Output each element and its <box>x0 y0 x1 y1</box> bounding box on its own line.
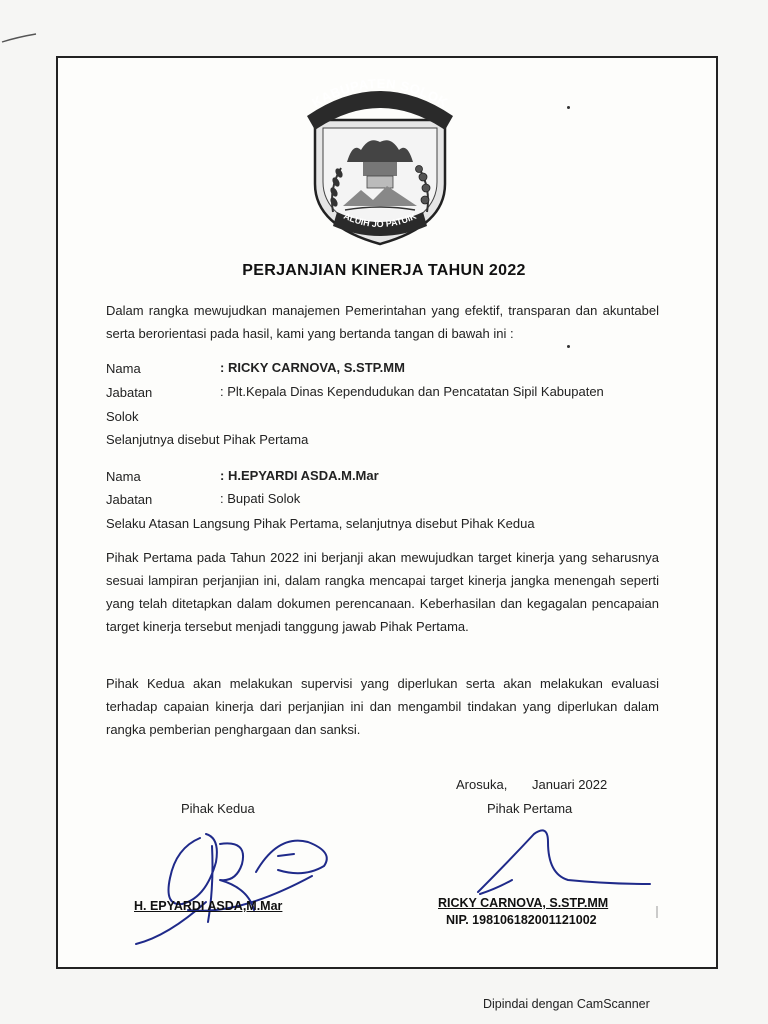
party1-position-cont: Solok <box>106 409 139 424</box>
intro-paragraph: Dalam rangka mewujudkan manajemen Pemerintahan yang efektif, transparan dan akuntabel serta berorientasi pada hasil, kami yang bertanda tangan di bawah ini : <box>106 303 659 341</box>
party2-designation: Selaku Atasan Langsung Pihak Pertama, selanjutnya disebut Pihak Kedua <box>106 516 535 531</box>
signing-place: Arosuka, <box>456 777 508 792</box>
pihak-pertama-nip: NIP. 198106182001121002 <box>446 913 597 927</box>
margin-mark <box>654 904 660 920</box>
pihak-pertama-name: RICKY CARNOVA, S.STP.MM <box>438 896 609 910</box>
party1-position-label: Jabatan <box>106 385 153 400</box>
emblem-motto: ALUIH JO PATUIK <box>342 210 418 230</box>
emblem-top-text: KABUPATEN SOLOK <box>309 76 451 111</box>
scan-speck <box>567 106 570 109</box>
pihak-pertama-role: Pihak Pertama <box>487 801 573 816</box>
party2-position-value: : Bupati Solok <box>220 491 301 506</box>
signing-date: Januari 2022 <box>532 777 608 792</box>
kabupaten-solok-emblem <box>303 76 457 248</box>
party1-position-value: : Plt.Kepala Dinas Kependudukan dan Pencatatan Sipil Kabupaten <box>220 384 604 399</box>
commitment-paragraph: Pihak Pertama pada Tahun 2022 ini berjanji akan mewujudkan target kinerja yang seharusnya sesuai lampiran perjanjian ini, dalam rangka mencapai target kinerja jangka menengah seperti yang telah ditetapkan dalam dokumen perencanaan. Keberhasilan dan kegagalan pencapaian target kinerja tersebut menjadi tanggung jawab Pihak Pertama. <box>106 550 659 634</box>
pen-mark <box>0 28 40 48</box>
party1-designation: Selanjutnya disebut Pihak Pertama <box>106 432 309 447</box>
party2-name-value: : H.EPYARDI ASDA.M.Mar <box>220 468 379 483</box>
supervision-paragraph: Pihak Kedua akan melakukan supervisi yang diperlukan serta akan melakukan evaluasi terhadap capaian kinerja dari perjanjian ini dan mengambil tindakan yang diperlukan dalam rangka pemberian penghargaan dan sanksi. <box>106 676 659 737</box>
camscanner-watermark: Dipindai dengan CamScanner <box>483 997 650 1011</box>
party1-name-label: Nama <box>106 361 141 376</box>
document-title: PERJANJIAN KINERJA TAHUN 2022 <box>242 262 526 279</box>
pihak-kedua-name: H. EPYARDI ASDA,M.Mar <box>134 899 283 913</box>
party2-position-label: Jabatan <box>106 492 153 507</box>
party2-name-label: Nama <box>106 469 141 484</box>
pihak-kedua-role: Pihak Kedua <box>181 801 255 816</box>
pihak-kedua-signature <box>128 826 338 950</box>
party1-name-value: : RICKY CARNOVA, S.STP.MM <box>220 360 405 375</box>
scan-speck <box>567 345 570 348</box>
